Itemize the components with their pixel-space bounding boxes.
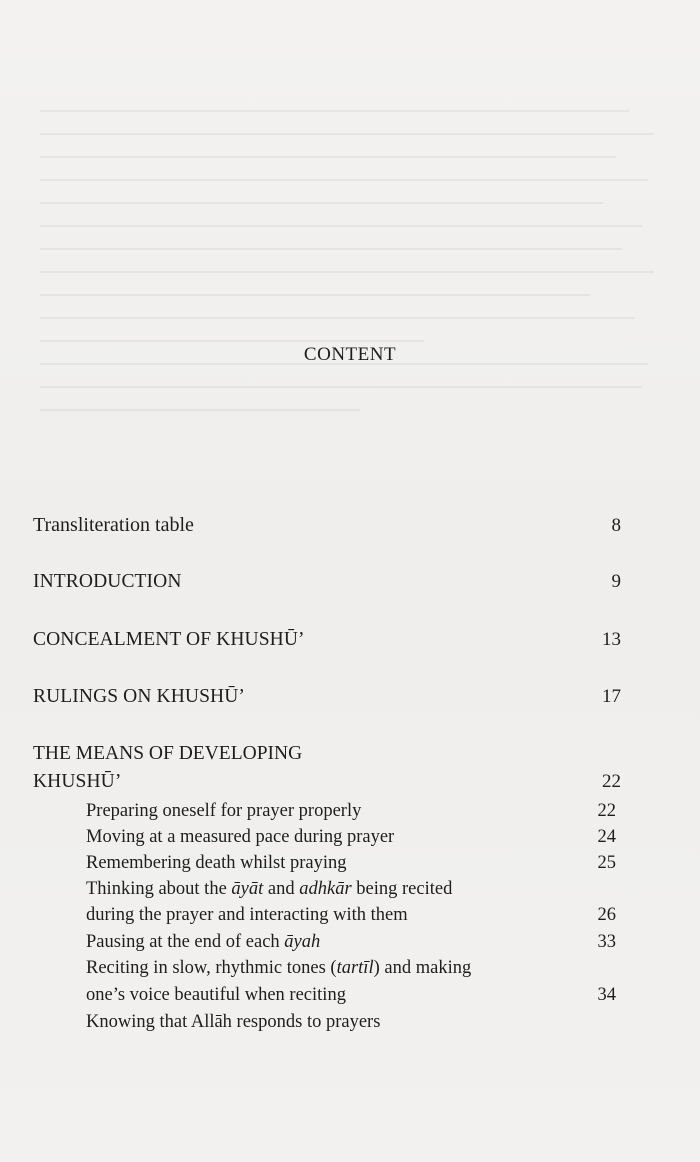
toc-subentry xyxy=(86,853,616,874)
page-title: CONTENT xyxy=(303,344,397,365)
toc-subentry-title: Remembering death whilst praying xyxy=(86,853,347,873)
toc-entry-page: 13 xyxy=(602,629,621,650)
toc-entry xyxy=(33,686,621,708)
toc-subentry-title: Pausing at the end of each āyah xyxy=(86,932,321,952)
toc-subentry xyxy=(86,827,616,848)
toc-subentry xyxy=(86,905,616,926)
toc-entry-title-line2: KHUSHŪ’ xyxy=(33,771,122,792)
toc-subentry-title-line2: one’s voice beautiful when reciting xyxy=(86,985,346,1005)
toc-subentry-title: Knowing that Allāh responds to prayers xyxy=(86,1012,381,1032)
toc-entry-page: 9 xyxy=(611,571,621,592)
toc-subentry xyxy=(86,801,616,822)
toc-subentry xyxy=(86,932,616,953)
toc-subentry-title: Thinking about the āyāt and adhkār being recited xyxy=(86,879,453,899)
toc-subentry-page: 26 xyxy=(597,905,616,925)
toc-entry-page: 17 xyxy=(602,686,621,707)
toc-subentry-title: Moving at a measured pace during prayer xyxy=(86,827,395,847)
toc-entry-page: 8 xyxy=(611,515,621,536)
toc-entry xyxy=(33,514,621,537)
toc-subentry-page: 22 xyxy=(597,801,616,821)
toc-subentry-page: 25 xyxy=(597,853,616,873)
toc-entry-page: 22 xyxy=(602,771,621,792)
toc-entry xyxy=(33,571,621,593)
toc-subentry-page: 24 xyxy=(597,827,616,847)
toc-entry-title: RULINGS ON KHUSHŪ’ xyxy=(33,686,245,707)
toc-entry-title: THE MEANS OF DEVELOPING xyxy=(33,743,303,764)
show-through-text xyxy=(40,110,680,490)
toc-entry xyxy=(33,771,621,793)
toc-subentry-title: Preparing oneself for prayer properly xyxy=(86,801,362,821)
toc-subentry xyxy=(86,985,616,1006)
toc-subentry-page: 33 xyxy=(597,932,616,952)
toc-subentry-title-line2: during the prayer and interacting with them xyxy=(86,905,408,925)
toc-entry-title: INTRODUCTION xyxy=(33,571,182,592)
toc-subentry-title: Reciting in slow, rhythmic tones (tartīl) and making xyxy=(86,958,472,978)
toc-entry-title: Transliteration table xyxy=(33,514,194,536)
toc-subentry-page: 34 xyxy=(597,985,616,1005)
toc-entry xyxy=(33,629,621,651)
toc-entry-title: CONCEALMENT OF KHUSHŪ’ xyxy=(33,629,305,650)
